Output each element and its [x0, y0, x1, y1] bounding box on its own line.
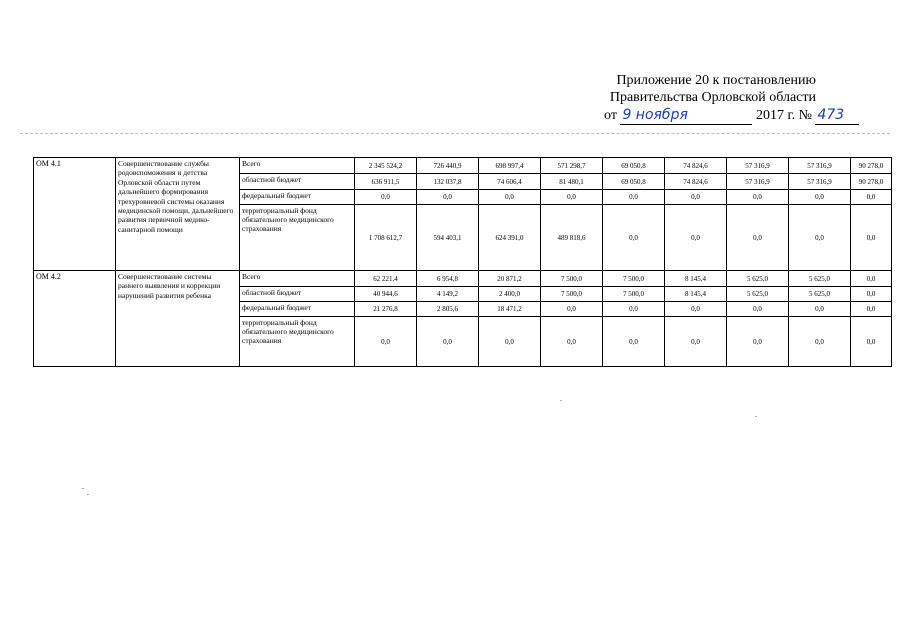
amount-cell: 0,0	[355, 317, 417, 367]
amount-cell: 20 871,2	[479, 271, 541, 287]
amount-cell: 2 805,6	[417, 302, 479, 317]
amount-cell: 0,0	[851, 302, 892, 317]
amount-cell: 0,0	[851, 190, 892, 205]
scan-speck	[82, 488, 84, 489]
amount-cell: 7 500,0	[603, 287, 665, 302]
amount-cell: 7 500,0	[541, 271, 603, 287]
funding-source: территориальный фонд обязательного медицинского страхования	[240, 317, 355, 367]
amount-cell: 8 145,4	[665, 271, 727, 287]
funding-source: федеральный бюджет	[240, 190, 355, 205]
amount-cell: 21 276,8	[355, 302, 417, 317]
amount-cell: 90 278,0	[851, 174, 892, 190]
amount-cell: 0,0	[603, 190, 665, 205]
amount-cell: 81 480,1	[541, 174, 603, 190]
amount-cell: 0,0	[541, 190, 603, 205]
scan-speck	[560, 400, 562, 401]
amount-cell: 4 149,2	[417, 287, 479, 302]
amount-cell: 0,0	[727, 190, 789, 205]
amount-cell: 8 145,4	[665, 287, 727, 302]
amount-cell: 2 345 524,2	[355, 158, 417, 174]
amount-cell: 0,0	[851, 287, 892, 302]
amount-cell: 57 316,9	[727, 158, 789, 174]
amount-cell: 0,0	[603, 317, 665, 367]
funding-table	[33, 157, 892, 367]
amount-cell: 0,0	[541, 302, 603, 317]
date-prefix: от	[604, 108, 617, 123]
amount-cell: 7 500,0	[603, 271, 665, 287]
amount-cell: 90 278,0	[851, 158, 892, 174]
amount-cell: 0,0	[665, 190, 727, 205]
amount-cell: 0,0	[541, 317, 603, 367]
funding-source: Всего	[240, 158, 355, 174]
measure-name: Совершенствование службы родовспоможения и детства Орловской области путем дальнейшего формирования трехуровневой системы оказания медицинской помощи, дальнейшего развития первичной медико-санитарной помощи	[116, 158, 240, 271]
amount-cell: 74 606,4	[479, 174, 541, 190]
amount-cell: 0,0	[355, 190, 417, 205]
funding-source: территориальный фонд обязательного медицинского страхования	[240, 205, 355, 271]
amount-cell: 636 911,5	[355, 174, 417, 190]
table-row	[34, 271, 892, 287]
amount-cell: 698 997,4	[479, 158, 541, 174]
scan-speck	[755, 416, 757, 417]
amount-cell: 0,0	[789, 205, 851, 271]
amount-cell: 0,0	[603, 302, 665, 317]
amount-cell: 0,0	[665, 205, 727, 271]
amount-cell: 57 316,9	[789, 158, 851, 174]
amount-cell: 69 050,8	[603, 174, 665, 190]
measure-code: ОМ 4.2	[34, 271, 116, 367]
table-body	[34, 158, 892, 367]
year-number-label: 2017 г. №	[755, 108, 812, 123]
handwritten-date: 9 ноября	[620, 107, 752, 125]
amount-cell: 0,0	[789, 317, 851, 367]
amount-cell: 5 625,0	[727, 271, 789, 287]
scan-speck	[87, 494, 89, 495]
amount-cell: 0,0	[851, 205, 892, 271]
amount-cell: 7 500,0	[541, 287, 603, 302]
amount-cell: 57 316,9	[727, 174, 789, 190]
amount-cell: 571 298,7	[541, 158, 603, 174]
amount-cell: 6 954,8	[417, 271, 479, 287]
amount-cell: 726 440,9	[417, 158, 479, 174]
table-row	[34, 158, 892, 174]
amount-cell: 5 625,0	[789, 271, 851, 287]
measure-code: ОМ 4.1	[34, 158, 116, 271]
amount-cell: 594 403,1	[417, 205, 479, 271]
amount-cell: 74 824,6	[665, 174, 727, 190]
funding-source: Всего	[240, 271, 355, 287]
appendix-title: Приложение 20 к постановлению	[616, 73, 816, 88]
amount-cell: 0,0	[479, 317, 541, 367]
amount-cell: 0,0	[727, 205, 789, 271]
funding-source: областной бюджет	[240, 174, 355, 190]
amount-cell: 0,0	[665, 302, 727, 317]
amount-cell: 0,0	[665, 317, 727, 367]
amount-cell: 0,0	[851, 317, 892, 367]
amount-cell: 489 818,6	[541, 205, 603, 271]
amount-cell: 132 037,8	[417, 174, 479, 190]
funding-source: областной бюджет	[240, 287, 355, 302]
amount-cell: 69 050,8	[603, 158, 665, 174]
amount-cell: 0,0	[417, 190, 479, 205]
amount-cell: 5 625,0	[727, 287, 789, 302]
handwritten-number: 473	[815, 107, 859, 125]
amount-cell: 0,0	[479, 190, 541, 205]
amount-cell: 0,0	[417, 317, 479, 367]
amount-cell: 0,0	[851, 271, 892, 287]
amount-cell: 57 316,9	[789, 174, 851, 190]
amount-cell: 624 391,0	[479, 205, 541, 271]
amount-cell: 2 400,0	[479, 287, 541, 302]
funding-source: федеральный бюджет	[240, 302, 355, 317]
amount-cell: 74 824,6	[665, 158, 727, 174]
amount-cell: 40 944,6	[355, 287, 417, 302]
amount-cell: 0,0	[727, 302, 789, 317]
measure-name: Совершенствование системы раннего выявления и коррекции нарушений развития ребенка	[116, 271, 240, 367]
amount-cell: 0,0	[603, 205, 665, 271]
amount-cell: 62 221,4	[355, 271, 417, 287]
amount-cell: 0,0	[727, 317, 789, 367]
amount-cell: 0,0	[789, 302, 851, 317]
scan-separator-line	[20, 133, 890, 134]
appendix-date-line	[604, 107, 859, 125]
amount-cell: 1 708 612,7	[355, 205, 417, 271]
appendix-issuer: Правительства Орловской области	[609, 90, 816, 105]
amount-cell: 0,0	[789, 190, 851, 205]
amount-cell: 5 625,0	[789, 287, 851, 302]
amount-cell: 18 471,2	[479, 302, 541, 317]
